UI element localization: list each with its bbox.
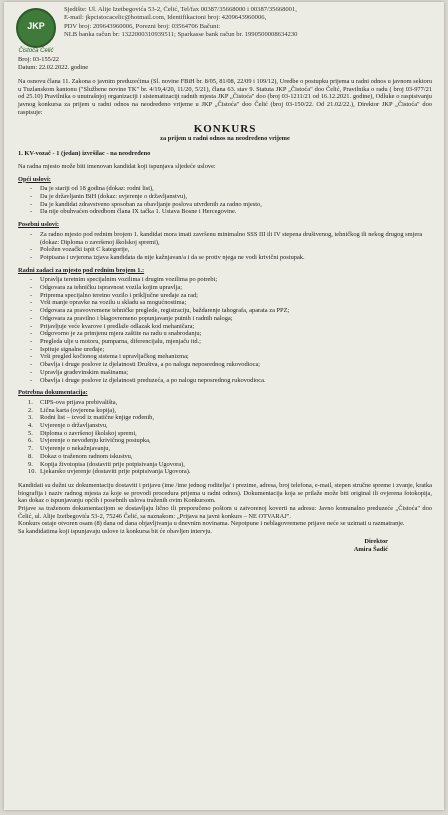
letterhead-line: Sjedište: Ul. Alije Izetbegovića 53-2, Čelić, Tel/fax 00387/35668000 i 00387/35668001,	[64, 6, 297, 13]
list-item: 2. Lična karta (ovjerena kopija),	[28, 406, 116, 414]
list-item: - Odgovara za pravilno i blagovremeno popunjavanje putnih i radnih naloga;	[30, 315, 432, 323]
letterhead-contact	[64, 6, 436, 40]
signature-name: Amira Šadić	[353, 545, 388, 553]
list-item: 10. Ljekarsko uvjerenje (dostaviti prije potpisivanja Ugovora).	[28, 468, 191, 476]
special-conditions-list	[18, 231, 432, 262]
list-item: 1. CIPS-ova prijava prebivališta,	[28, 398, 118, 406]
list-item-text: Rodni list – izvod iz matične knjige rođenih,	[40, 414, 154, 422]
letterhead	[12, 6, 436, 52]
list-item: - Obavlja i druge poslove iz djelatnosti Društva, a po nalogu neposrednog rukovodioca;	[30, 361, 432, 369]
list-item: - Potpisana i uvjerena izjava kandidata da nije kažnjavan/a i da se protiv njega ne vodi krivični postupak.	[30, 254, 432, 262]
closing-paragraph: Sa kandidatima koji ispunjavaju uslove iz konkursa bit će obavljen intervju.	[18, 528, 212, 536]
closing-paragraph: Prijave sa traženom dokumentacijom se dostavljaju lično ili preporučeno poštom u zatvorenoj koverti na adresu: Javno komunalno preduzeće „Čistoća" doo Čelić, ul. Alije Izetbegovića 53-2, 75246 Čelić, sa naznakom: „Prijava na javni konkurs – NE OTVARAJ".	[18, 505, 432, 520]
logo-text: JKP	[27, 21, 45, 31]
list-item: - Prijavljuje veće kvarove i predlaže odlazak kod mehaničara;	[30, 323, 432, 331]
signature-block	[18, 538, 432, 554]
closing-paragraph: Konkurs ostaje otvoren osam (8) dana od dana objavljivanja u dnevnim novinama. Nepotpune i neblagovremene prijave neće se uzimati u razmatranje.	[18, 520, 405, 528]
list-item: - Upravlja građevinskim mašinama;	[30, 369, 432, 377]
list-item: - Da je stariji od 18 godina (dokaz: rodni list),	[30, 185, 432, 193]
list-item: - Odgovorno je za primjenu mjera zaštite na radu u snabrodanju;	[30, 330, 432, 338]
list-item: 3. Rodni list – izvod iz matične knjige rođenih,	[28, 414, 154, 422]
list-item: - Priprema specijalno teretno vozilo i priključne uređaje za rad;	[30, 292, 432, 300]
list-item-text: Lična karta (ovjerena kopija),	[40, 406, 116, 414]
list-item: - Da je državljanin BiH (dokaz: uvjerenje o državljanstvu),	[30, 193, 432, 201]
conditions-intro: Na radna mjesto može biti imenovan kandidat koji ispunjava sljedeće uslove:	[18, 162, 216, 170]
list-item: 6. Uvjerenje o nevođenju krivičnog postupka,	[28, 437, 151, 445]
list-item: - Obavlja i druge poslove iz djelatnosti preduzeća, a po nalogu neposrednog rukovodioca.	[30, 377, 432, 385]
list-item-text: Uvjerenje o nekažnjavanju,	[40, 445, 111, 453]
list-item: - Odgovara za tehničku ispravnost vozila kojim upravlja;	[30, 284, 432, 292]
list-item: - Za radno mjesto pod rednim brojem 1. kandidat mora imati završenu minimalno SSS III ili IV stepena društvenog, tehničkog ili nekog drugog smjera (dokaz: Diploma o završenoj školskoj spremi),	[30, 231, 432, 246]
general-conditions-list	[18, 185, 432, 216]
logo-ring-text: Čistoća Čelić	[18, 48, 54, 54]
list-item: - Upravlja teretnim specijalnim vozilima i drugim vozilima po potrebi;	[30, 276, 432, 284]
document-subtitle: za prijem u radni odnos na neodređeno vrijeme	[160, 134, 290, 142]
position-heading: 1. KV-vozač - 1 (jedan) izvršilac - na neodređeno	[18, 150, 151, 158]
list-item-text: Dokaz o traženom radnom iskustvu,	[40, 452, 133, 460]
list-item: - Pregleda ulje u motoru, pumparna, diferencijalu, mjenjaču itd.;	[30, 338, 432, 346]
list-item: - Odgovara za pravovremene tehničke preglede, registraciju, baždarenje tahografa, aparata za PPZ;	[30, 307, 432, 315]
list-item: 8. Dokaz o traženom radnom iskustvu,	[28, 452, 133, 460]
letterhead-line: PDV broj: 209643960006, Porezni broj: 03564706 Bačuni:	[64, 22, 221, 30]
letterhead-line: E-mail: jkpcistocacelic@hotmail.com, Identifikacioni broj: 4209643960006,	[64, 14, 267, 22]
list-item: 4. Uvjerenje o državljanstvu,	[28, 422, 108, 430]
documentation-list	[18, 399, 432, 476]
document-meta	[18, 56, 432, 72]
list-item: - Vrši pregled kočionog sistema i upravljačkog mehanizma;	[30, 353, 432, 361]
letterhead-line: NLB banka račun br: 1322000310939511; Sparkasse bank račun br. 1990500008634230	[64, 31, 298, 39]
signature-role: Direktor	[364, 537, 388, 545]
list-item-text: Ljekarsko uvjerenje (dostaviti prije potpisivanja Ugovora).	[40, 468, 191, 476]
list-item: - Vrši manje opravke na vozilu u skladu sa mogućnostima;	[30, 299, 432, 307]
list-item-text: CIPS-ova prijava prebivališta,	[40, 398, 118, 406]
list-item-text: Kopija životopisa (dostaviti prije potpisivanja Ugovora),	[40, 460, 185, 468]
company-logo	[16, 8, 56, 54]
general-conditions-heading: Opći uslovi:	[18, 175, 51, 183]
document-date: Datum: 22.02.2022. godine	[18, 64, 89, 71]
list-item: 9. Kopija životopisa (dostaviti prije potpisivanja Ugovora),	[28, 460, 185, 468]
documentation-heading: Potrebna dokumentacija:	[18, 389, 88, 397]
list-item: - Da nije obuhvaćen odredbom člana IX tačka 1. Ustava Bosne i Hercegovine.	[30, 208, 432, 216]
document-title: KONKURS	[193, 122, 257, 135]
list-item: 7. Uvjerenje o nekažnjavanju,	[28, 445, 111, 453]
job-tasks-heading: Radni zadaci za mjesto pod rednim brojem 1.:	[18, 266, 145, 274]
list-item: - Ispituje signalne uređaje;	[30, 346, 432, 354]
list-item: - Da je kandidat zdravstveno sposoban za obavljanje poslova utvrđenih za radno mjesto,	[30, 201, 432, 209]
job-tasks-list	[18, 276, 432, 384]
document-number: Broj: 03-155/22	[18, 56, 60, 63]
closing-paragraph: Kandidati su dužni uz dokumentaciju dostaviti i prijavu (ime /ime jednog roditelja/ i prezime, adresa, broj telefona, e-mail, stepen stručne spreme i zvanje, kratka biografija i naziv radnog mjesta za koje se provodi procedura prijema u radni odnos). Dokumentacija koja se prilaže može biti original ili ovjerena fotokopija, kao dokaz o ispunjavanju općih i posebnih uslova traženih ovim Konkursom.	[18, 481, 432, 505]
submission-instructions	[18, 482, 432, 536]
special-conditions-heading: Posebni uslovi:	[18, 221, 60, 229]
legal-basis-paragraph: Na osnovu člana 11. Zakona o javnim preduzećima (Sl. novine FBiH br. 8/05, 81/08, 22/09 i 109/12), Uredbe o postupku prijema u radni odnos u javnom sektoru u Tuzlanskom kantonu ("Službene novine TK" br. 4/19,4/20, 11/20, 5/21), člana 63. stav 9. Statuta JKP „Čistoća" doo Čelić, Pravilnika o radu ( broj 03-977/21 od 25.10) Pravilnika o unutrašnjoj organizaciji i sistematizaciji radnih mjesta JKP „Čistoća" doo (broj 03-1211/21 od 16.12.2021. godine), Odluke o raspisivanju javnog konkursa za prijem u radni odnos na neodređeno vrijeme u JKP „Čistoća" doo Čelić (broj 03-150/22. Od 21.02/22.), Direktor JKP „Čistoća" doo raspisuje:	[18, 78, 432, 116]
list-item-text: Uvjerenje o nevođenju krivičnog postupka,	[40, 437, 151, 445]
list-item-text: Diploma o završenoj školskoj spremi,	[40, 429, 137, 437]
list-item-text: Uvjerenje o državljanstvu,	[40, 422, 108, 430]
list-item: - Položen vozački ispit C kategorije,	[30, 246, 432, 254]
list-item: 5. Diploma o završenoj školskoj spremi,	[28, 429, 137, 437]
newspaper-page	[4, 2, 444, 810]
document-body	[18, 56, 432, 554]
